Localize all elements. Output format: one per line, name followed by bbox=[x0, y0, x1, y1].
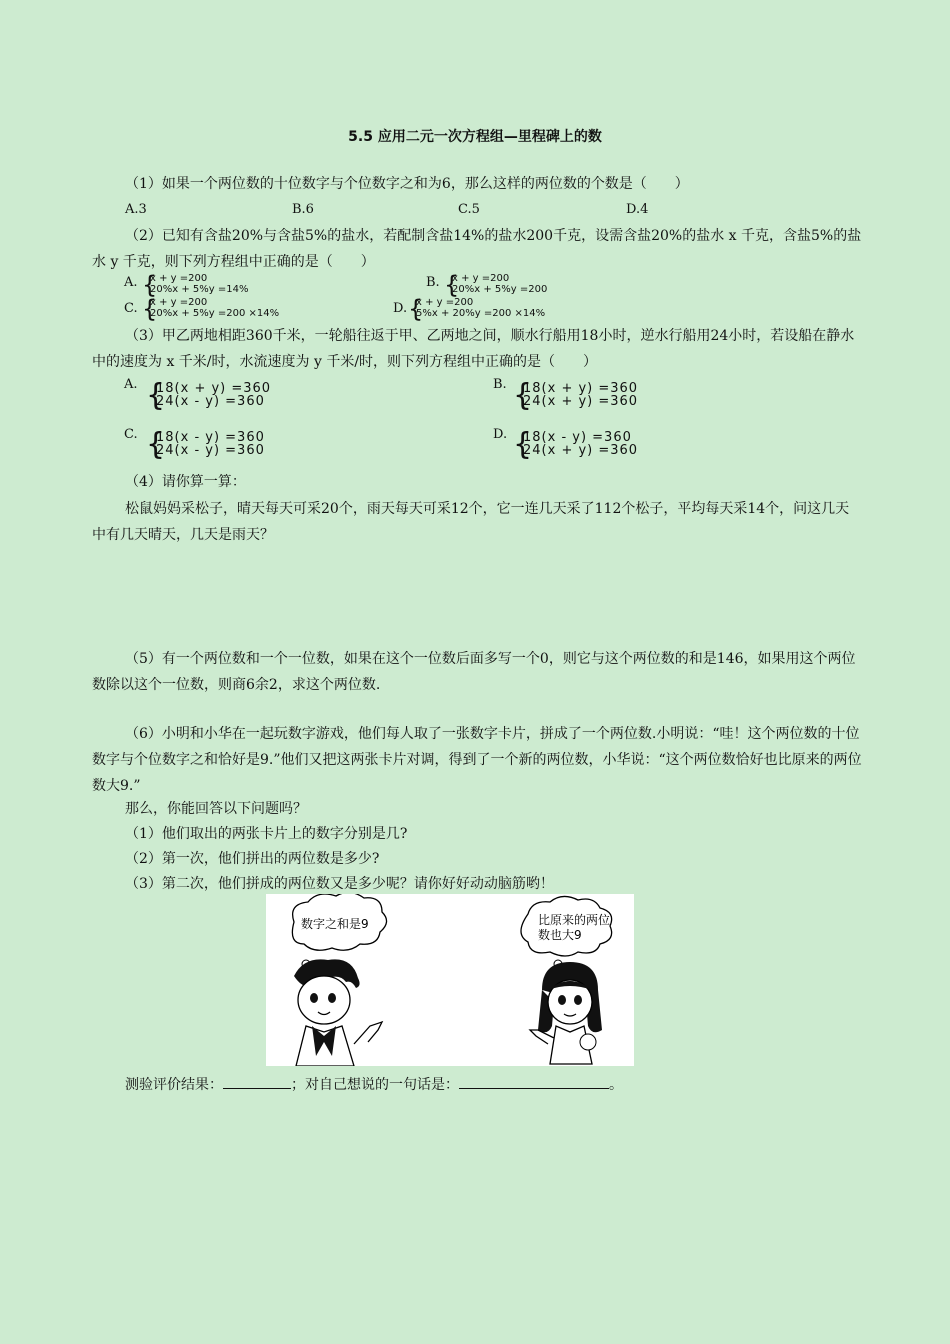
q1-option-b: B.6 bbox=[292, 202, 314, 217]
q3-option-c-label: C. bbox=[124, 427, 138, 442]
q1-option-d: D.4 bbox=[626, 202, 649, 217]
words-blank[interactable] bbox=[459, 1076, 609, 1089]
q2-option-d-label: D. bbox=[393, 301, 408, 316]
q6-ask: 那么，你能回答以下问题吗？ bbox=[125, 801, 307, 817]
q3-option-c-system bbox=[146, 427, 265, 462]
q1-option-a: A.3 bbox=[125, 202, 147, 217]
q2-a-eq1: x + y =200 bbox=[150, 273, 208, 284]
q4-text: 松鼠妈妈采松子，晴天每天可采20个，雨天每天可采12个，它一连几天采了112个松子，平均每天采14个，问这几天中有几天晴天，几天是雨天？ bbox=[92, 501, 850, 543]
bubble-left-text: 数字之和是9 bbox=[301, 917, 369, 931]
q2-option-a-label: A. bbox=[124, 275, 138, 290]
q1-text: （1）如果一个两位数的十位数字与个位数字之和为6，那么这样的两位数的个数是（ ） bbox=[125, 176, 689, 192]
q2-option-b-label: B. bbox=[426, 275, 440, 290]
q2-option-c-system bbox=[142, 295, 280, 323]
q2-c-eq2: 20%x + 5%y =200 ×14% bbox=[150, 308, 280, 319]
q2-d-eq2: 5%x + 20%y =200 ×14% bbox=[416, 308, 546, 319]
q4-head: （4）请你算一算： bbox=[125, 474, 246, 490]
q3-option-b-label: B. bbox=[493, 377, 507, 392]
cartoon-illustration bbox=[266, 894, 634, 1066]
q6-sub-2: （2）第一次，他们拼出的两位数是多少? bbox=[125, 851, 380, 867]
q2-a-eq2: 20%x + 5%y =14% bbox=[150, 284, 249, 295]
brace-icon: { bbox=[142, 271, 158, 299]
q3-c-eq2: 24(x - y) =360 bbox=[156, 443, 265, 458]
footer-label-result: 测验评价结果： bbox=[125, 1077, 223, 1093]
q1-option-c: C.5 bbox=[458, 202, 480, 217]
q6-text: （6）小明和小华在一起玩数字游戏，他们每人取了一张数字卡片，拼成了一个两位数.小明说：“哇！这个两位数的十位数字与个位数字之和恰好是9.”他们又把这两张卡片对调，得到了一个新的两位数，小华说：“这个两位数恰好也比原来的两位数大9.” bbox=[92, 726, 862, 794]
q3-a-eq1: 18(x + y) =360 bbox=[156, 381, 272, 396]
q2-option-a-system bbox=[142, 271, 249, 299]
q3-text: （3）甲乙两地相距360千米，一轮船往返于甲、乙两地之间，顺水行船用18小时，逆水行船用24小时，若设船在静水中的速度为 x 千米/时，水流速度为 y 千米/时，则下列方程组中正确的是（ ） bbox=[92, 328, 855, 370]
cartoon-children-image bbox=[266, 894, 634, 1066]
result-blank[interactable] bbox=[223, 1076, 291, 1089]
q6-sub-3: （3）第二次，他们拼成的两位数又是多少呢？请你好好动动脑筋哟！ bbox=[125, 876, 554, 892]
brace-icon: { bbox=[146, 427, 167, 462]
brace-icon: { bbox=[444, 271, 460, 299]
q2-b-eq1: x + y =200 bbox=[452, 273, 510, 284]
q3-option-a-system bbox=[146, 378, 272, 413]
q3-option-d-label: D. bbox=[493, 427, 508, 442]
bubble-right-line-2: 数也大9 bbox=[538, 928, 582, 942]
q3-a-eq2: 24(x - y) =360 bbox=[156, 394, 265, 409]
q3-option-a-label: A. bbox=[124, 377, 138, 392]
brace-icon: { bbox=[142, 295, 158, 323]
q3-b-eq2: 24(x + y) =360 bbox=[523, 394, 639, 409]
footer-end: 。 bbox=[609, 1077, 623, 1093]
q3-d-eq2: 24(x + y) =360 bbox=[523, 443, 639, 458]
bubble-right-line-1: 比原来的两位 bbox=[538, 913, 611, 927]
brace-icon: { bbox=[408, 295, 424, 323]
q2-option-c-label: C. bbox=[124, 301, 138, 316]
q3-c-eq1: 18(x - y) =360 bbox=[156, 430, 265, 445]
q3-d-eq1: 18(x - y) =360 bbox=[523, 430, 632, 445]
q5-text: （5）有一个两位数和一个一位数，如果在这个一位数后面多写一个0，则它与这个两位数的和是146，如果用这个两位数除以这个一位数，则商6余2，求这个两位数. bbox=[92, 651, 856, 693]
q3-b-eq1: 18(x + y) =360 bbox=[523, 381, 639, 396]
q2-b-eq2: 20%x + 5%y =200 bbox=[452, 284, 548, 295]
page-title: 5.5 应用二元一次方程组—里程碑上的数 bbox=[348, 129, 602, 145]
brace-icon: { bbox=[513, 378, 534, 413]
evaluation-footer bbox=[125, 1074, 623, 1094]
q2-option-b-system bbox=[444, 271, 548, 299]
brace-icon: { bbox=[513, 427, 534, 462]
q6-sub-1: （1）他们取出的两张卡片上的数字分别是几? bbox=[125, 826, 408, 842]
footer-label-words: ；对自己想说的一句话是： bbox=[291, 1077, 459, 1093]
q2-option-d-system bbox=[408, 295, 546, 323]
q3-option-d-system bbox=[513, 427, 639, 462]
q3-option-b-system bbox=[513, 378, 639, 413]
q2-d-eq1: x + y =200 bbox=[416, 297, 474, 308]
q2-text: （2）已知有含盐20%与含盐5%的盐水，若配制含盐14%的盐水200千克，设需含盐20%的盐水 x 千克，含盐5%的盐水 y 千克，则下列方程组中正确的是（ ） bbox=[92, 228, 862, 270]
brace-icon: { bbox=[146, 378, 167, 413]
q2-c-eq1: x + y =200 bbox=[150, 297, 208, 308]
